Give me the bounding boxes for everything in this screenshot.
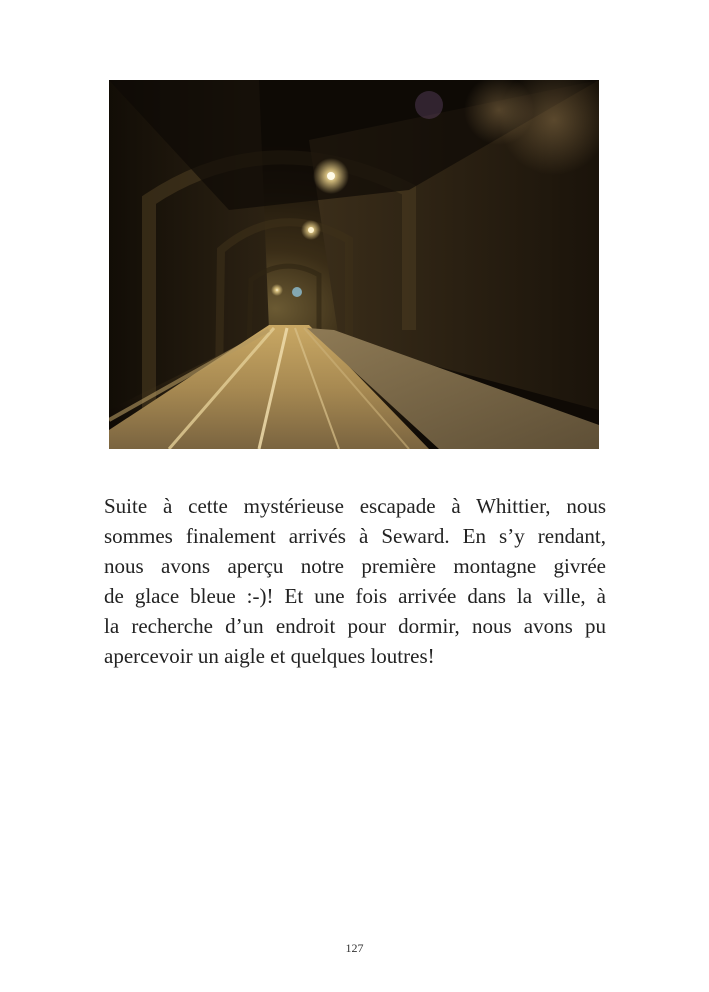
paragraph-line: nous avons aperçu notre première montagne givrée [104, 554, 606, 578]
paragraph-line: Suite à cette mystérieuse escapade à Whittier, nous [104, 494, 606, 518]
paragraph-line: apercevoir un aigle et quelques loutres! [104, 644, 435, 668]
tunnel-photo-graphic [109, 80, 599, 449]
paragraph-line: de glace bleue :-)! Et une fois arrivée dans la ville, à [104, 584, 606, 608]
body-paragraph [104, 491, 606, 671]
tunnel-photo [109, 80, 599, 449]
page-number: 127 [345, 941, 364, 955]
paragraph-line: sommes finalement arrivés à Seward. En s’y rendant, [104, 524, 606, 548]
paragraph-line: la recherche d’un endroit pour dormir, nous avons pu [104, 614, 606, 638]
